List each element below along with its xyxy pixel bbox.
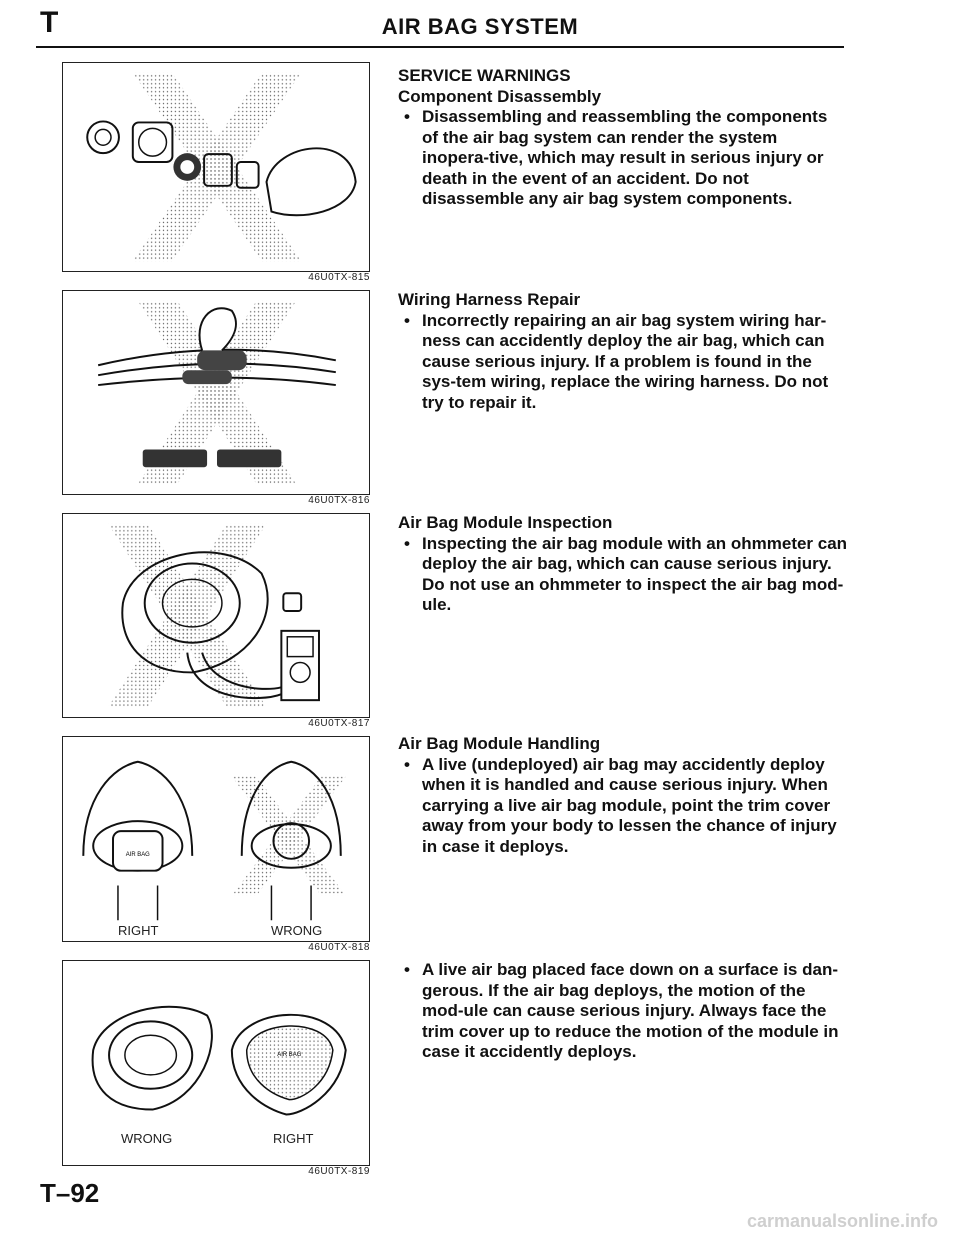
caption-right: RIGHT: [273, 1131, 314, 1146]
figure-code: 46U0TX-818: [308, 942, 370, 953]
bullet-dot: •: [404, 107, 410, 126]
section-module-handling: [398, 734, 848, 857]
section-module-placement: [398, 960, 848, 1063]
section-service-warnings: [398, 66, 848, 210]
section-heading: Wiring Harness Repair: [398, 290, 581, 309]
air-bag-badge: AIR BAG: [277, 1052, 302, 1059]
figure-code: 46U0TX-815: [308, 272, 370, 283]
bullet-dot: •: [404, 754, 410, 774]
bullet-dot: •: [404, 960, 410, 979]
page-title: AIR BAG SYSTEM: [381, 14, 579, 39]
section-letter: T: [40, 6, 59, 39]
bullet-dot: •: [404, 310, 410, 330]
section-module-inspection: [398, 513, 848, 616]
bullet-text: A live air bag placed face down on a surface is dan-gerous. If the air bag deploys, the motion of the mod-ule can cause serious injury. Always face the trim cover up to reduce the motion of the module in case it accidently deploys.: [422, 960, 839, 1061]
module-inspection-illustration: [63, 514, 369, 717]
caption-wrong: WRONG: [271, 923, 323, 938]
figure-code: 46U0TX-817: [308, 718, 370, 729]
figure-module-handling: [62, 736, 370, 942]
section-wiring-harness-repair: [398, 290, 848, 413]
bullet-text: A live (undeployed) air bag may accidently deploy when it is handled and cause serious injury. When carrying a live air bag module, point the trim cover away from your body to lessen the chance of injury in case it deploys.: [422, 754, 837, 856]
warning-bullet: [398, 755, 848, 858]
figure-wiring-harness: [62, 290, 370, 495]
section-heading: Air Bag Module Inspection: [398, 513, 613, 532]
bullet-text: Disassembling and reassembling the components of the air bag system can render the system inopera-tive, which may result in serious injury or death in the event of an accident. Do not disassemble any air bag system components.: [422, 107, 828, 208]
header-rule: [36, 46, 844, 48]
module-handling-illustration: [63, 737, 369, 941]
warning-bullet: [398, 960, 848, 1063]
warning-bullet: [398, 311, 848, 414]
figure-module-placement: [62, 960, 370, 1166]
bullet-text: Inspecting the air bag module with an ohmmeter can deploy the air bag, which can cause serious injury. Do not use an ohmmeter to inspect the air bag mod-ule.: [422, 533, 848, 614]
wiring-harness-illustration: [63, 291, 369, 494]
figure-component-disassembly: [62, 62, 370, 272]
bullet-dot: •: [404, 533, 410, 553]
page-number: T–92: [40, 1178, 100, 1208]
air-bag-badge: AIR BAG: [125, 851, 150, 858]
warning-bullet: [398, 107, 848, 210]
module-placement-illustration: [63, 961, 369, 1165]
caption-wrong: WRONG: [121, 1131, 173, 1146]
figure-code: 46U0TX-819: [308, 1166, 370, 1177]
bullet-text: Incorrectly repairing an air bag system wiring har-ness can accidently deploy the air bag, which can cause serious injury. If a problem is found in the sys-tem wiring, replace the wiring harness. Do not try to repair it.: [422, 310, 829, 412]
section-subheading: Component Disassembly: [398, 86, 602, 106]
section-heading: Air Bag Module Handling: [398, 734, 601, 753]
figure-module-inspection: [62, 513, 370, 718]
watermark: carmanualsonline.info: [746, 1211, 938, 1231]
component-disassembly-illustration: [63, 63, 369, 271]
figure-code: 46U0TX-816: [308, 495, 370, 506]
section-heading: SERVICE WARNINGS: [398, 66, 571, 85]
caption-right: RIGHT: [118, 923, 159, 938]
warning-bullet: [398, 534, 848, 616]
